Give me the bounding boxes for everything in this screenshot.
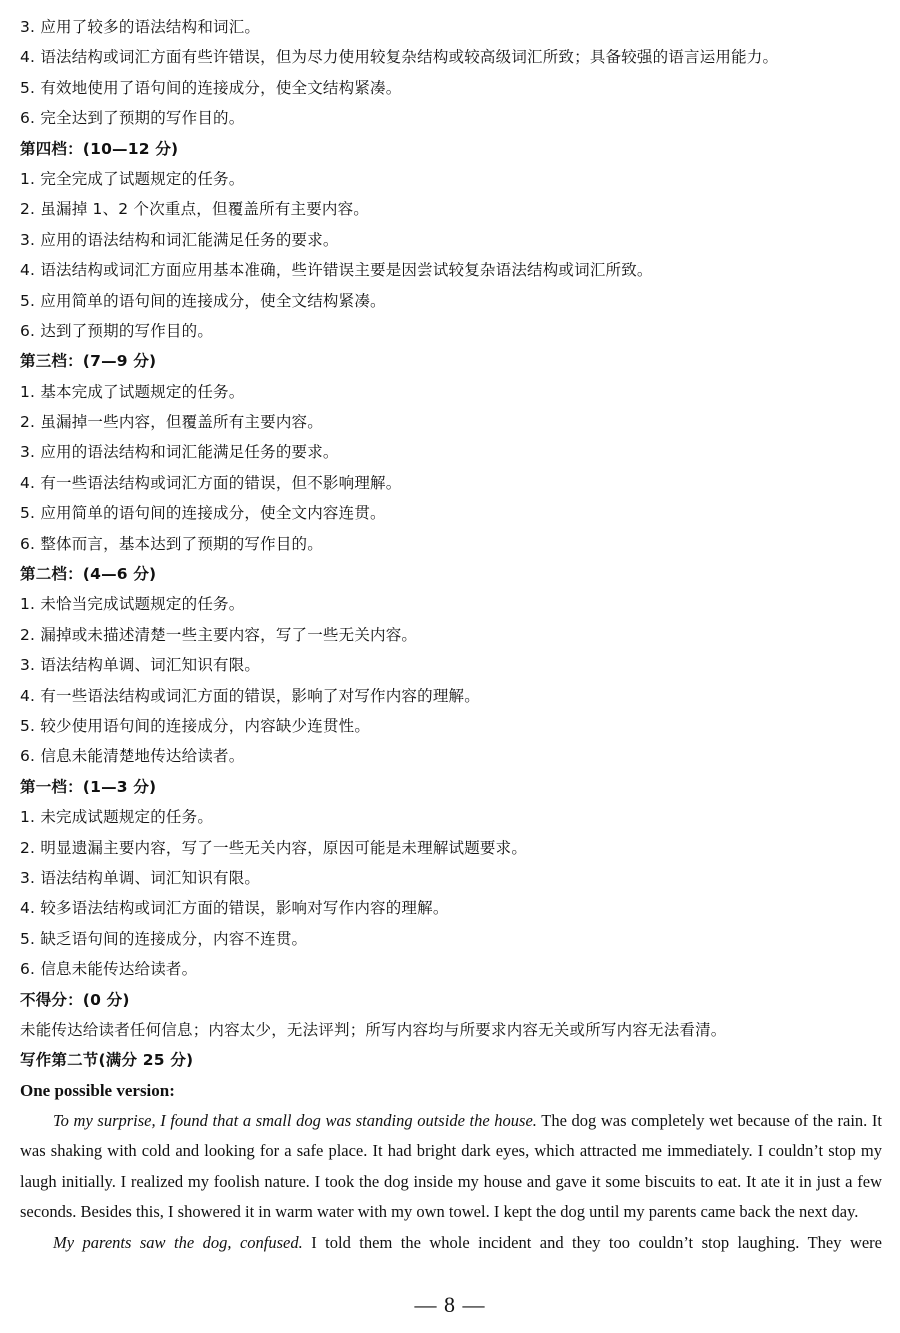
- essay-paragraph: [20, 1228, 882, 1258]
- band-0-section: [20, 985, 882, 1046]
- paragraph-lead: My parents saw the dog, confused.: [53, 1232, 303, 1252]
- criteria-item: 1. 完全完成了试题规定的任务。: [20, 169, 245, 188]
- criteria-item: 1. 未恰当完成试题规定的任务。: [20, 595, 245, 614]
- version-label: One possible version:: [20, 1080, 175, 1100]
- band-heading: 第三档：(7—9 分): [20, 352, 157, 371]
- criteria-item: 未能传达给读者任何信息；内容太少，无法评判；所写内容均与所要求内容无关或所写内容无法看清。: [20, 1020, 727, 1039]
- criteria-item: 5. 较少使用语句间的连接成分，内容缺少连贯性。: [20, 716, 371, 735]
- band-heading: 第二档：(4—6 分): [20, 565, 157, 584]
- paragraph-lead: To my surprise, I found that a small dog was standing outside the house.: [53, 1111, 537, 1131]
- criteria-item: 3. 应用了较多的语法结构和词汇。: [20, 18, 261, 36]
- criteria-item: 2. 虽漏掉 1、2 个次重点，但覆盖所有主要内容。: [20, 200, 369, 219]
- criteria-item: 6. 信息未能传达给读者。: [20, 960, 198, 979]
- band-1-section: [20, 772, 882, 985]
- band-heading: 第四档：(10—12 分): [20, 139, 179, 158]
- criteria-item: 2. 虽漏掉一些内容，但覆盖所有主要内容。: [20, 413, 323, 432]
- band-2-section: [20, 559, 882, 772]
- criteria-item: 2. 漏掉或未描述清楚一些主要内容，写了一些无关内容。: [20, 625, 418, 644]
- paragraph-body: I told them the whole incident and they too couldn’t stop laughing. They were: [302, 1232, 882, 1252]
- criteria-item: 6. 信息未能清楚地传达给读者。: [20, 747, 245, 766]
- criteria-item: 1. 未完成试题规定的任务。: [20, 808, 214, 827]
- criteria-item: 6. 整体而言，基本达到了预期的写作目的。: [20, 534, 323, 553]
- band-4-section: [20, 134, 882, 347]
- criteria-item: 4. 语法结构或词汇方面有些许错误，但为尽力使用较复杂结构或较高级词汇所致；具备较强的语言运用能力。: [20, 48, 779, 67]
- criteria-list-top: [20, 12, 882, 134]
- criteria-item: 4. 有一些语法结构或词汇方面的错误，但不影响理解。: [20, 473, 402, 492]
- criteria-item: 4. 语法结构或词汇方面应用基本准确，些许错误主要是因尝试较复杂语法结构或词汇所致。: [20, 261, 653, 280]
- page-content: [20, 12, 882, 1258]
- criteria-item: 3. 应用的语法结构和词汇能满足任务的要求。: [20, 230, 339, 249]
- criteria-item: 5. 有效地使用了语句间的连接成分，使全文结构紧凑。: [20, 78, 402, 97]
- essay-paragraph: [20, 1106, 882, 1228]
- criteria-item: 4. 有一些语法结构或词汇方面的错误，影响了对写作内容的理解。: [20, 686, 480, 705]
- page-number: — 8 —: [414, 1292, 486, 1317]
- writing-section: [20, 1045, 882, 1258]
- band-3-section: [20, 346, 882, 559]
- paragraph-body: The dog was completely wet because of the rain. It was shaking with cold and looking for a safe place. It had bright dark eyes, which attracted me immediately. I couldn’t stop my laugh initially. I realized my foolish nature. I took the dog inside my house and gave it some biscuits to eat. It ate it in just a few seconds. Besides this, I showered it in warm water with my own towel. I kept the dog until my parents came back the next day.: [20, 1111, 883, 1222]
- band-heading: 第一档：(1—3 分): [20, 777, 157, 796]
- criteria-item: 3. 语法结构单调、词汇知识有限。: [20, 868, 261, 887]
- section-heading: 写作第二节(满分 25 分): [20, 1051, 194, 1070]
- criteria-item: 1. 基本完成了试题规定的任务。: [20, 382, 245, 401]
- criteria-item: 2. 明显遗漏主要内容，写了一些无关内容，原因可能是未理解试题要求。: [20, 838, 528, 857]
- criteria-item: 3. 语法结构单调、词汇知识有限。: [20, 656, 261, 675]
- band-heading: 不得分：(0 分): [20, 990, 130, 1009]
- criteria-item: 4. 较多语法结构或词汇方面的错误，影响对写作内容的理解。: [20, 899, 449, 918]
- criteria-item: 5. 缺乏语句间的连接成分，内容不连贯。: [20, 929, 308, 948]
- criteria-item: 6. 完全达到了预期的写作目的。: [20, 109, 245, 128]
- criteria-item: 5. 应用简单的语句间的连接成分，使全文内容连贯。: [20, 504, 386, 523]
- criteria-item: 6. 达到了预期的写作目的。: [20, 321, 214, 340]
- criteria-item: 3. 应用的语法结构和词汇能满足任务的要求。: [20, 443, 339, 462]
- criteria-item: 5. 应用简单的语句间的连接成分，使全文结构紧凑。: [20, 291, 386, 310]
